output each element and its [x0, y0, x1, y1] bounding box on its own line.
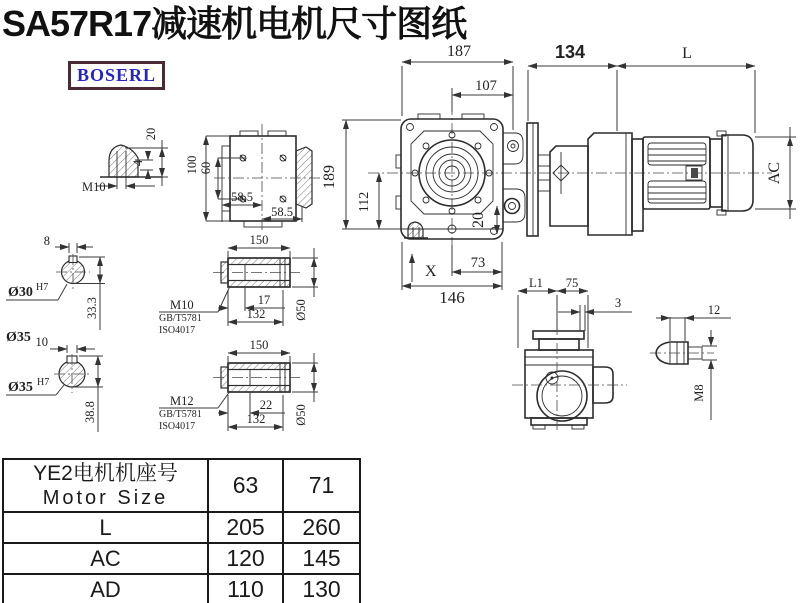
- plug-detail-view: [82, 128, 168, 194]
- dim-key-10: 10: [35, 335, 48, 349]
- gearbox-front-view: [321, 43, 772, 307]
- dim-motor-134: 134: [554, 42, 586, 62]
- shaft-section-35: [6, 335, 103, 432]
- label-dia30-fit: H7: [36, 282, 49, 293]
- dim-front-187: 187: [447, 43, 471, 60]
- motor-assembly-view: [527, 42, 796, 236]
- output-side-view: [512, 276, 632, 432]
- table-row-AC: [3, 543, 360, 574]
- dim-shaft1-17: 17: [257, 293, 271, 307]
- hollow-shaft-detail-2: [159, 338, 318, 432]
- dim-front-20: 20: [470, 212, 487, 228]
- motor-size-table: [2, 458, 361, 603]
- brand-logo: BOSERL: [68, 61, 165, 90]
- bolt-detail-view: [650, 303, 731, 420]
- table-header-col1: 63: [208, 459, 283, 512]
- dim-shaft1-150: 150: [249, 233, 269, 247]
- dim-side-L1: L1: [529, 276, 543, 290]
- dim-shaft2-22: 22: [259, 398, 273, 412]
- table-header-cn: YE2电机机座号: [33, 462, 178, 485]
- dim-shaft2-150: 150: [249, 338, 269, 352]
- dim-top-585a: 58.5: [231, 190, 253, 204]
- row-label: AD: [3, 574, 208, 603]
- dim-key-8: 8: [43, 234, 50, 248]
- row-value-71: 260: [283, 512, 360, 543]
- dim-plug-thread: M10: [82, 180, 106, 194]
- dim-front-107: 107: [475, 78, 497, 94]
- table-header-en: Motor Size: [42, 487, 169, 509]
- dim-bolt-M8: M8: [692, 384, 706, 402]
- label-shaft2-bolt: M12: [170, 394, 194, 408]
- dim-shaft2-132: 132: [246, 412, 266, 426]
- label-shaft2-iso: ISO4017: [159, 421, 196, 432]
- table-row-L: [3, 512, 360, 543]
- label-hub-dia35: Ø35: [6, 330, 31, 345]
- dim-top-100: 100: [185, 155, 199, 175]
- dim-plug-20: 20: [144, 127, 158, 141]
- row-value-63: 205: [208, 512, 283, 543]
- dim-bolt-12: 12: [707, 303, 721, 317]
- dim-top-60: 60: [199, 161, 213, 175]
- label-dia35-fit: H7: [37, 377, 50, 388]
- dim-plug-4: 4: [131, 159, 145, 167]
- dim-shaft1-132: 132: [246, 307, 266, 321]
- dim-shaft1-d50: Ø50: [294, 299, 308, 321]
- row-value-71: 145: [283, 543, 360, 574]
- dim-333: 33.3: [85, 297, 99, 319]
- table-header-row: [3, 459, 360, 512]
- dim-shaft2-d50: Ø50: [294, 404, 308, 426]
- dim-top-585b: 58.5: [271, 205, 293, 219]
- dim-front-189: 189: [321, 165, 338, 189]
- hollow-shaft-detail-1: [159, 233, 318, 336]
- row-value-63: 120: [208, 543, 283, 574]
- table-row-AD: [3, 574, 360, 603]
- dim-motor-AC: AC: [766, 161, 783, 185]
- table-header-col2: 71: [283, 459, 360, 512]
- dim-front-146: 146: [439, 288, 465, 307]
- shaft-section-30: [6, 234, 105, 330]
- dim-side-75: 75: [565, 276, 579, 290]
- row-label: AC: [3, 543, 208, 574]
- label-dia35: Ø35: [8, 380, 33, 395]
- dim-388: 38.8: [83, 401, 97, 423]
- label-axis-x: X: [425, 263, 437, 280]
- row-value-71: 130: [283, 574, 360, 603]
- row-value-63: 110: [208, 574, 283, 603]
- table-header-label-cell: [3, 459, 208, 512]
- dim-front-112: 112: [357, 191, 372, 213]
- row-label: L: [3, 512, 208, 543]
- label-shaft1-gb: GB/T5781: [159, 313, 202, 324]
- label-shaft1-bolt: M10: [170, 298, 194, 312]
- dim-motor-L: L: [682, 45, 692, 62]
- label-shaft1-iso: ISO4017: [159, 325, 196, 336]
- dim-side-3: 3: [614, 296, 622, 310]
- label-dia30: Ø30: [8, 285, 33, 300]
- label-shaft2-gb: GB/T5781: [159, 409, 202, 420]
- dim-front-73: 73: [470, 255, 486, 271]
- gearbox-top-view: [185, 124, 322, 232]
- page-title: SA57R17减速机电机尺寸图纸: [2, 3, 467, 44]
